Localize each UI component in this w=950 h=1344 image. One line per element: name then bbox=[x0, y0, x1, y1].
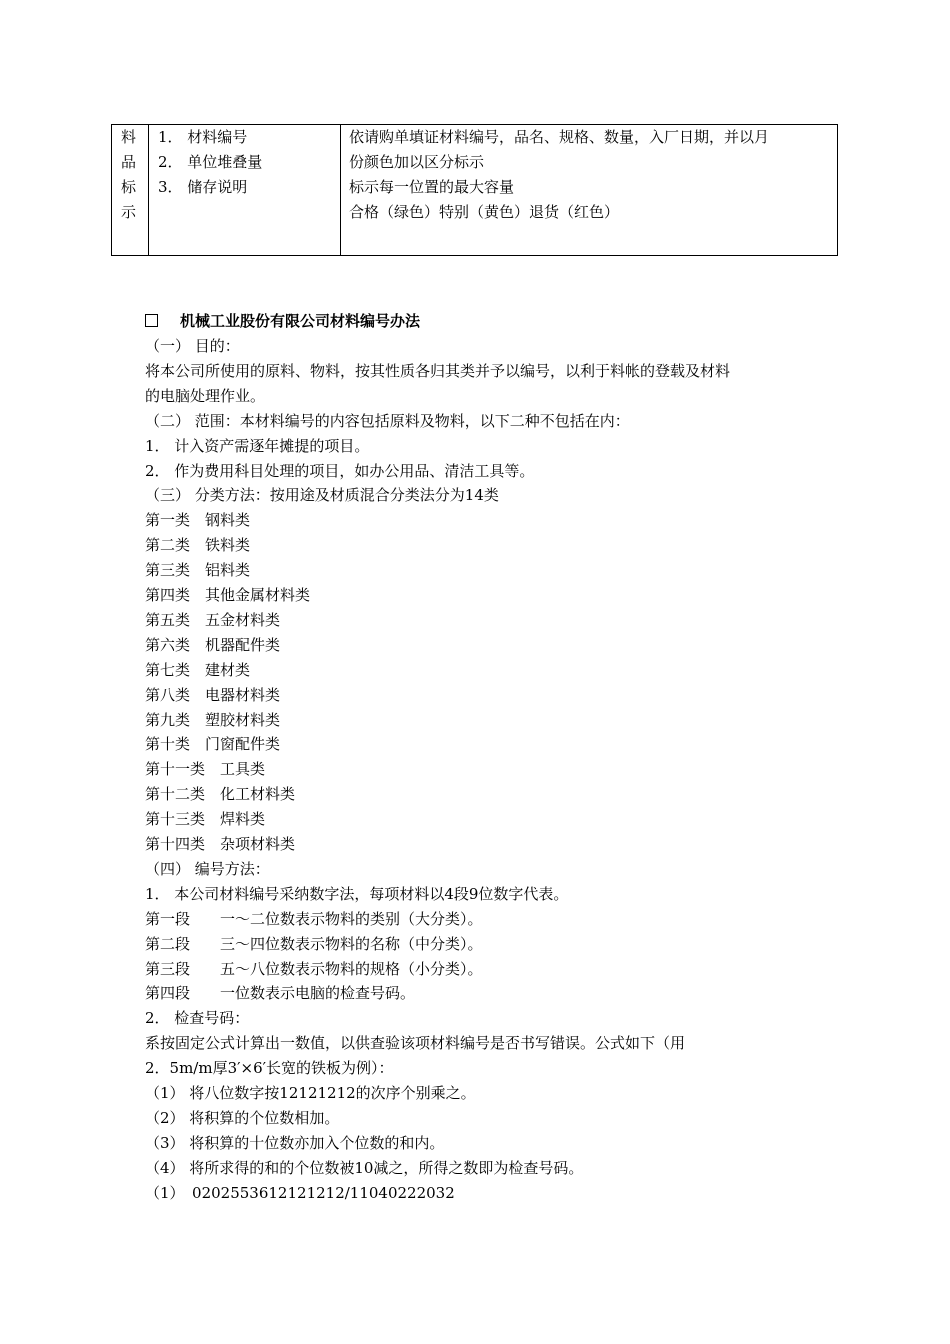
row-label-char: 标 bbox=[121, 178, 137, 196]
body-line: （四） 编号方法： bbox=[145, 859, 270, 878]
body-line: 第十二类 化工材料类 bbox=[145, 785, 296, 804]
body-line: 第二类 铁料类 bbox=[145, 536, 251, 555]
body-line: 2．5m/m厚3′×6′长宽的铁板为例）： bbox=[145, 1059, 394, 1078]
body-line: （三） 分类方法：按用途及材质混合分类法分为14类 bbox=[145, 486, 499, 505]
body-line: 2． 检查号码： bbox=[145, 1009, 250, 1028]
heading-text: 机械工业股份有限公司材料编号办法 bbox=[180, 312, 421, 330]
material-label-table bbox=[111, 124, 838, 256]
body-line: 第五类 五金材料类 bbox=[145, 610, 281, 629]
row-label-char: 示 bbox=[121, 203, 137, 221]
body-line: 2． 作为费用科目处理的项目，如办公用品、清洁工具等。 bbox=[145, 461, 535, 480]
body-line: 第十类 门窗配件类 bbox=[145, 735, 281, 754]
body-line: 第十三类 焊料类 bbox=[145, 810, 266, 829]
body-line: 第八类 电器材料类 bbox=[145, 685, 281, 704]
table-item: 1． 材料编号 bbox=[158, 128, 248, 146]
row-label-char: 品 bbox=[121, 153, 137, 171]
body-line: 第九类 塑胶材料类 bbox=[145, 710, 281, 729]
body-line: （4） 将所求得的和的个位数被10减之，所得之数即为检查号码。 bbox=[145, 1158, 584, 1177]
table-description: 标示每一位置的最大容量 bbox=[349, 178, 515, 196]
table-description: 依请购单填证材料编号，品名、规格、数量，入厂日期，并以月 bbox=[349, 128, 770, 146]
body-line: （一） 目的： bbox=[145, 337, 240, 355]
body-line: （1） 0202553612121212/11040222032 bbox=[145, 1183, 455, 1202]
body-line: 系按固定公式计算出一数值，以供查验该项材料编号是否书写错误。公式如下（用 bbox=[145, 1034, 686, 1053]
body-line: 1． 本公司材料编号采纳数字法，每项材料以4段9位数字代表。 bbox=[145, 884, 569, 903]
body-line: 第三类 铝料类 bbox=[145, 561, 251, 580]
body-line: 第十四类 杂项材料类 bbox=[145, 835, 296, 853]
body-line: 第一段 一～二位数表示物料的类别（大分类）。 bbox=[145, 909, 483, 928]
table-item: 3． 储存说明 bbox=[158, 178, 248, 196]
body-line: 第六类 机器配件类 bbox=[145, 635, 281, 654]
body-line: 1． 计入资产需逐年摊提的项目。 bbox=[145, 436, 370, 455]
row-label-char: 料 bbox=[121, 128, 137, 146]
section-heading bbox=[145, 309, 420, 334]
table-item-cell bbox=[149, 125, 341, 255]
body-line: （1） 将八位数字按12121212的次序个别乘之。 bbox=[145, 1084, 476, 1102]
table-item: 2． 单位堆叠量 bbox=[158, 153, 263, 171]
body-line: 将本公司所使用的原料、物料，按其性质各归其类并予以编号，以利于料帐的登载及材料 bbox=[145, 361, 731, 380]
table-description-cell bbox=[341, 125, 837, 255]
body-line: 第四类 其他金属材料类 bbox=[145, 586, 311, 604]
body-line: 的电脑处理作业。 bbox=[145, 386, 266, 405]
checkbox-icon bbox=[145, 314, 158, 327]
table-description: 合格（绿色）特别（黄色）退货（红色） bbox=[349, 203, 620, 221]
body-line: （2） 将积算的个位数相加。 bbox=[145, 1108, 340, 1127]
body-line: 第三段 五～八位数表示物料的规格（小分类）。 bbox=[145, 959, 483, 978]
body-line: 第四段 一位数表示电脑的检查号码。 bbox=[145, 984, 416, 1003]
body-line: 第一类 钢料类 bbox=[145, 511, 251, 530]
body-line: 第七类 建材类 bbox=[145, 660, 251, 679]
body-line: 第十一类 工具类 bbox=[145, 760, 266, 779]
body-line: （3） 将积算的十位数亦加入个位数的和内。 bbox=[145, 1133, 445, 1152]
table-description: 份颜色加以区分标示 bbox=[349, 153, 485, 171]
body-line: （二） 范围：本材料编号的内容包括原料及物料，以下二种不包括在内： bbox=[145, 411, 630, 430]
table-row-label-cell bbox=[112, 125, 149, 255]
body-line: 第二段 三～四位数表示物料的名称（中分类）。 bbox=[145, 934, 483, 953]
